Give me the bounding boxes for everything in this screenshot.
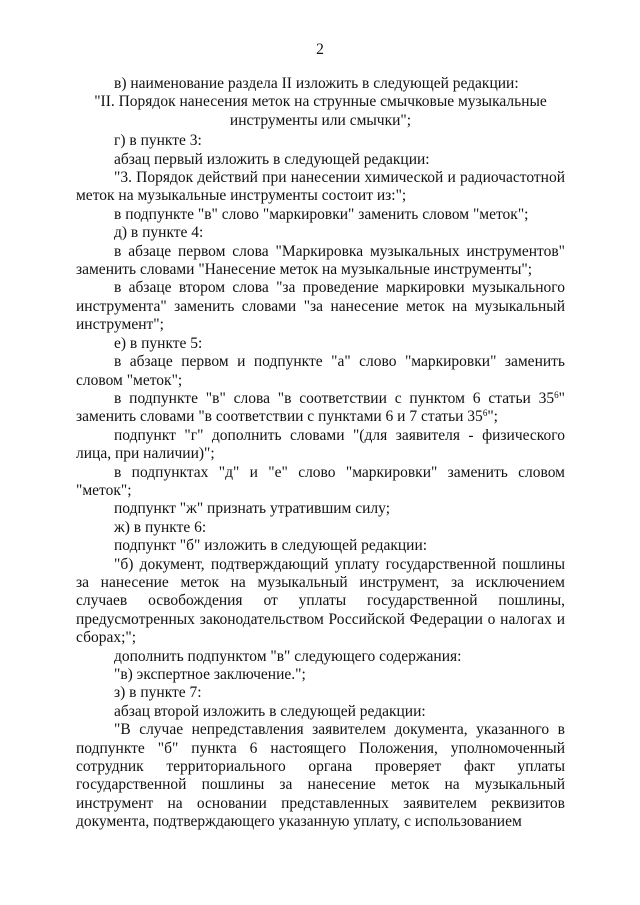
- paragraph: подпункт "г" дополнить словами "(для заявителя - физического лица, при наличии)";: [76, 426, 565, 463]
- document-body: [76, 75, 565, 832]
- paragraph: "б) документ, подтверждающий уплату государственной пошлины за нанесение меток на музыкальный инструмент, за исключением случаев освобождения от уплаты государственной пошлины, предусмотренных законодательством Российской Федерации о налогах и сборах;";: [76, 555, 565, 647]
- page-number: 2: [316, 41, 324, 58]
- paragraph: в абзаце первом и подпункте "а" слово "маркировки" заменить словом "меток";: [76, 353, 565, 389]
- paragraph: абзац второй изложить в следующей редакции:: [114, 702, 426, 720]
- paragraph: в абзаце первом слова "Маркировка музыкальных инструментов" заменить словами "Нанесение меток на музыкальные инструменты";: [76, 242, 565, 279]
- paragraph: е) в пункте 5:: [114, 334, 203, 352]
- paragraph: подпункт "б" изложить в следующей редакции:: [114, 537, 428, 555]
- paragraph: подпункт "ж" признать утратившим силу;: [114, 500, 390, 518]
- paragraph: "3. Порядок действий при нанесении химической и радиочастотной меток на музыкальные инструменты состоит из:";: [76, 169, 565, 205]
- paragraph: в абзаце втором слова "за проведение маркировки музыкального инструмента" заменить словами "за нанесение меток на музыкальный инструмент";: [76, 279, 565, 334]
- paragraph: абзац первый изложить в следующей редакции:: [114, 150, 430, 168]
- paragraph: в) наименование раздела II изложить в следующей редакции:: [114, 75, 519, 92]
- paragraph: "В случае непредставления заявителем документа, указанного в подпункте "б" пункта 6 настоящего Положения, уполномоченный сотрудник территориального органа проверяет факт уплаты государственной пошлины за нанесение меток на музыкальный инструмент на основании представленных заявителем реквизитов документа, подтверждающего указанную уплату, с использованием: [76, 721, 565, 831]
- paragraph: ж) в пункте 6:: [114, 518, 207, 536]
- paragraph: з) в пункте 7:: [114, 684, 202, 702]
- superscript: 6: [482, 408, 488, 419]
- paragraph-text: в подпункте "в" слова "в соответствии с пунктом 6 статьи 35: [114, 389, 555, 407]
- paragraph: в подпункте "в" слово "маркировки" заменить словом "меток";: [114, 205, 529, 223]
- paragraph-with-superscript: [76, 390, 565, 427]
- paragraph-text: ";: [487, 408, 498, 426]
- superscript: 6: [554, 389, 559, 400]
- paragraph: дополнить подпунктом "в" следующего содержания:: [114, 647, 462, 665]
- paragraph: г) в пункте 3:: [114, 132, 202, 150]
- paragraph: в подпунктах "д" и "е" слово "маркировки" заменить словом "меток";: [76, 463, 565, 499]
- section-title-quote: "II. Порядок нанесения меток на струнные смычковые музыкальные инструменты или смычки";: [94, 93, 547, 129]
- paragraph-text: " заменить словами "в соответствии с пунктами 6 и 7 статьи 35: [76, 389, 565, 426]
- paragraph: "в) экспертное заключение.";: [114, 666, 306, 683]
- paragraph: д) в пункте 4:: [114, 224, 204, 242]
